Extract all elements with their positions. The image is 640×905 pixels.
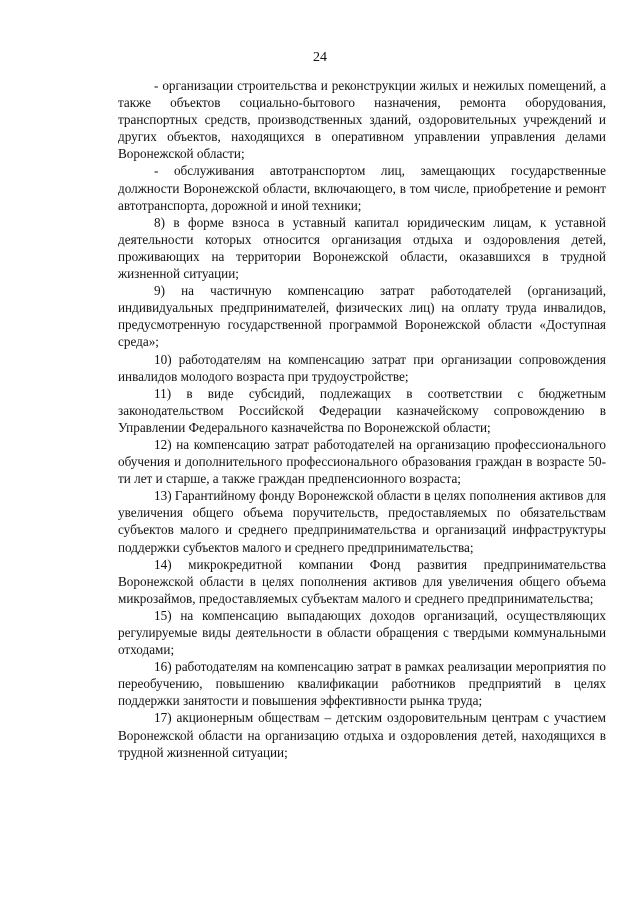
paragraph-item-13: 13) Гарантийному фонду Воронежской области в целях пополнения активов для увеличения общего объема поручительств, предоставляемых по обязательствам субъектов малого и среднего предпринимательства и организаций инфраструктуры поддержки субъектов малого и среднего предпринимательства;: [118, 488, 606, 555]
paragraph-item-12: 12) на компенсацию затрат работодателей на организацию профессионального обучения и дополнительного профессионального образования граждан в возрасте 50-ти лет и старше, а также граждан предпенсионного возраста;: [118, 436, 606, 487]
paragraph-item-15: 15) на компенсацию выпадающих доходов организаций, осуществляющих регулируемые виды деятельности в области обращения с твердыми коммунальными отходами;: [118, 607, 606, 658]
paragraph-item-10: 10) работодателям на компенсацию затрат при организации сопровождения инвалидов молодого возраста при трудоустройстве;: [118, 351, 606, 384]
paragraph-construction: - организации строительства и реконструкции жилых и нежилых помещений, а также объектов социально-бытового назначения, ремонта оборудования, транспортных средств, производственных зданий, оздоровительных учреждений и других объектов, находящихся в оперативном управлении управления делами Воронежской области;: [118, 78, 606, 162]
paragraph-item-17: 17) акционерным обществам – детским оздоровительным центрам с участием Воронежской области на организацию отдыха и оздоровления детей, находящихся в трудной жизненной ситуации;: [118, 710, 606, 760]
paragraph-item-11: 11) в виде субсидий, подлежащих в соответствии с бюджетным законодательством Российской Федерации казначейскому сопровождению в Управлении Федерального казначейства по Воронежской области;: [118, 385, 606, 435]
document-body: [118, 77, 606, 761]
paragraph-vehicle-service: - обслуживания автотранспортом лиц, замещающих государственные должности Воронежской области, включающего, в том числе, приобретение и ремонт автотранспорта, дорожной и иной техники;: [118, 163, 606, 213]
paragraph-item-9: 9) на частичную компенсацию затрат работодателей (организаций, индивидуальных предпринимателей, физических лиц) на оплату труда инвалидов, предусмотренную государственной программой Воронежской области «Доступная среда»;: [118, 283, 606, 350]
paragraph-item-14: 14) микрокредитной компании Фонд развития предпринимательства Воронежской области в целях пополнения активов для увеличения общего объема микрозаймов, предоставляемых субъектам малого и среднего предпринимательства;: [118, 556, 606, 606]
paragraph-item-16: 16) работодателям на компенсацию затрат в рамках реализации мероприятия по переобучению, повышению квалификации работников предприятий в целях поддержки занятости и повышения эффективности рынка труда;: [118, 659, 606, 709]
page-number: 24: [313, 50, 327, 65]
paragraph-item-8: 8) в форме взноса в уставный капитал юридическим лицам, к уставной деятельности которых относится организация отдыха и оздоровления детей, проживающих на территории Воронежской области, оказавшихся в трудной жизненной ситуации;: [118, 214, 606, 282]
